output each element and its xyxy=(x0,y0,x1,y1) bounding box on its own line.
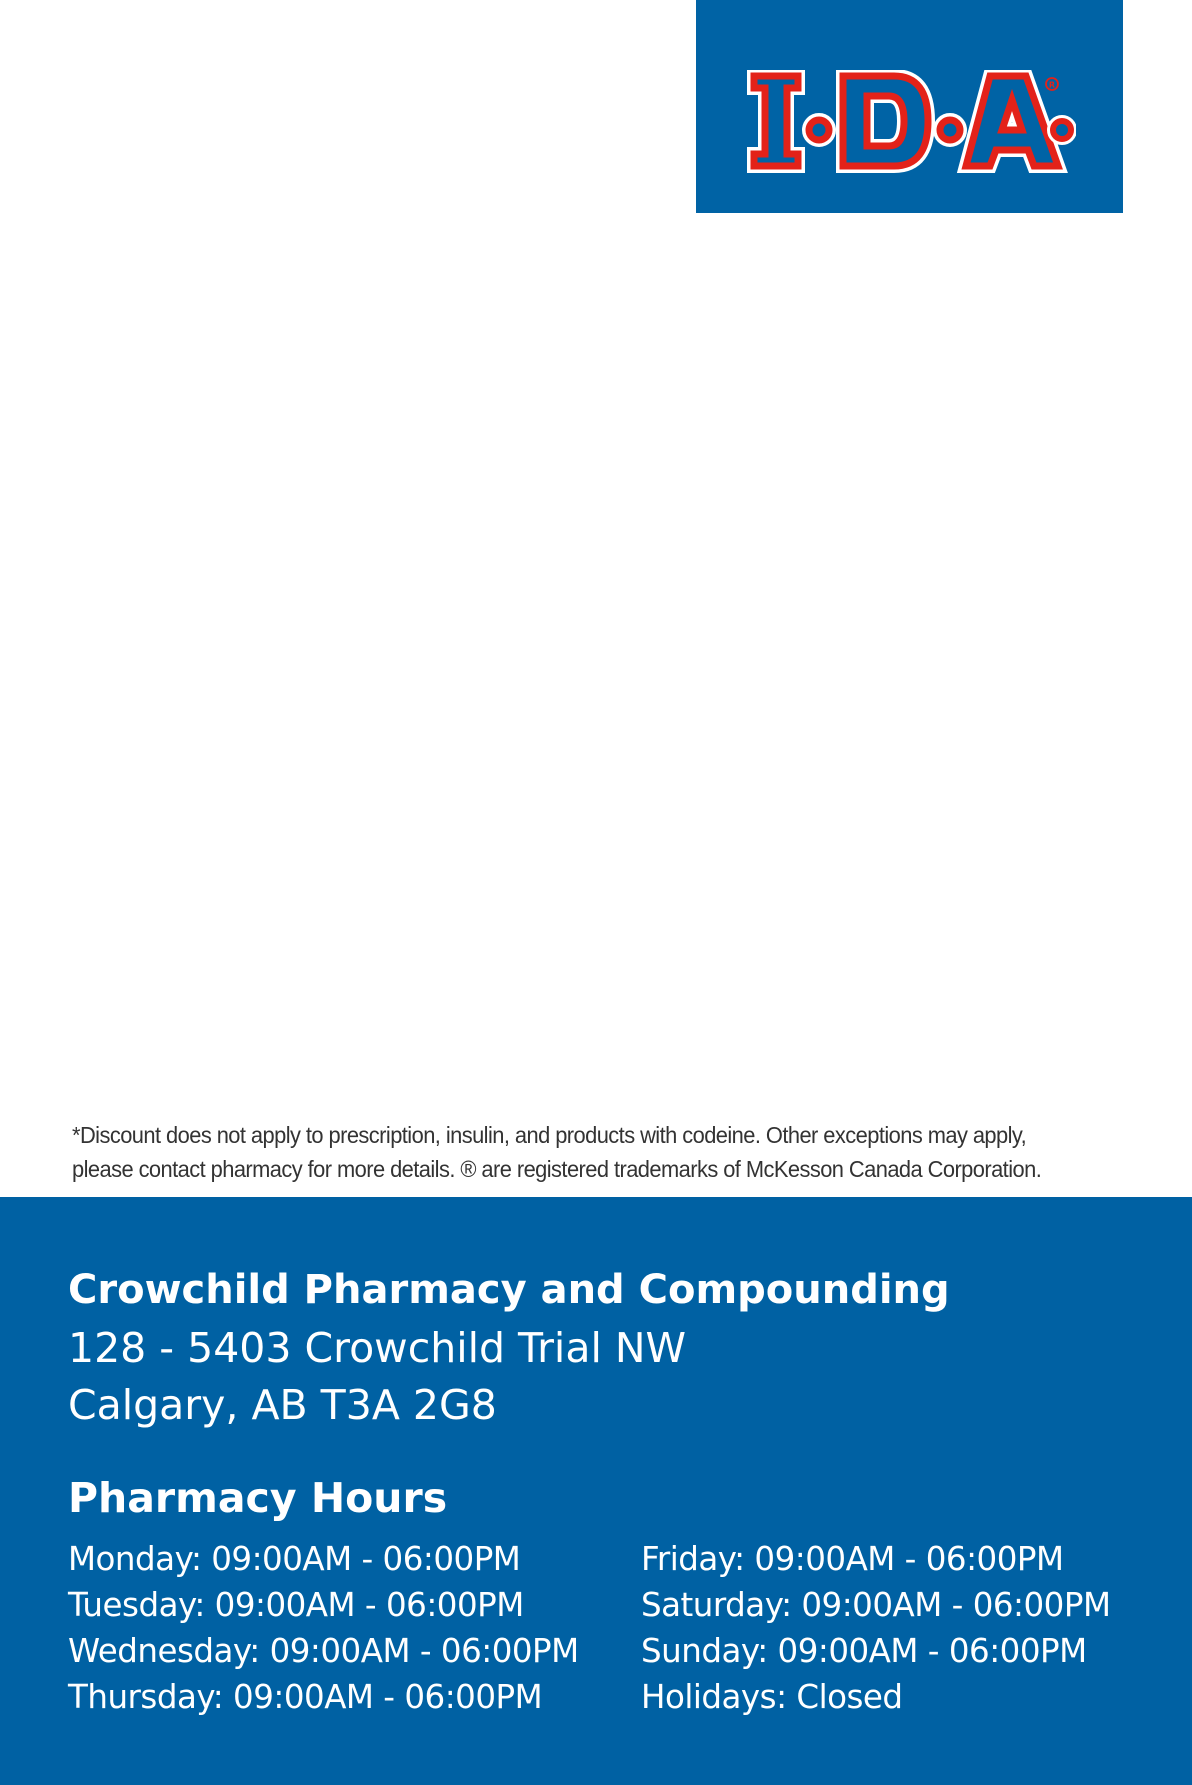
svg-text:R: R xyxy=(1048,80,1056,90)
hours-column-right xyxy=(641,1536,1111,1720)
hours-sunday: Sunday: 09:00AM - 06:00PM xyxy=(641,1632,1087,1670)
pharmacy-hours-heading: Pharmacy Hours xyxy=(68,1474,448,1522)
hours-thursday: Thursday: 09:00AM - 06:00PM xyxy=(68,1678,543,1716)
disclaimer xyxy=(72,1118,1049,1186)
hours-wednesday: Wednesday: 09:00AM - 06:00PM xyxy=(68,1632,579,1670)
hours-holidays: Holidays: Closed xyxy=(641,1678,903,1716)
store-address-line-1: 128 - 5403 Crowchild Trial NW xyxy=(68,1324,687,1372)
ida-logo xyxy=(696,0,1123,213)
hours-tuesday: Tuesday: 09:00AM - 06:00PM xyxy=(68,1586,524,1624)
ida-logo-mark xyxy=(746,70,1076,180)
store-name: Crowchild Pharmacy and Compounding xyxy=(68,1267,950,1313)
hours-saturday: Saturday: 09:00AM - 06:00PM xyxy=(641,1586,1111,1624)
disclaimer-line-1: *Discount does not apply to prescription, insulin, and products with codeine. Other exceptions may apply, xyxy=(72,1122,1027,1148)
store-address-line-2: Calgary, AB T3A 2G8 xyxy=(68,1381,497,1429)
hours-column-left xyxy=(68,1536,579,1720)
hours-friday: Friday: 09:00AM - 06:00PM xyxy=(641,1540,1064,1578)
store-info-footer xyxy=(0,1197,1192,1785)
disclaimer-line-2: please contact pharmacy for more details. ® are registered trademarks of McKesson Canada Corporation. xyxy=(72,1156,1042,1182)
hours-monday: Monday: 09:00AM - 06:00PM xyxy=(68,1540,521,1578)
